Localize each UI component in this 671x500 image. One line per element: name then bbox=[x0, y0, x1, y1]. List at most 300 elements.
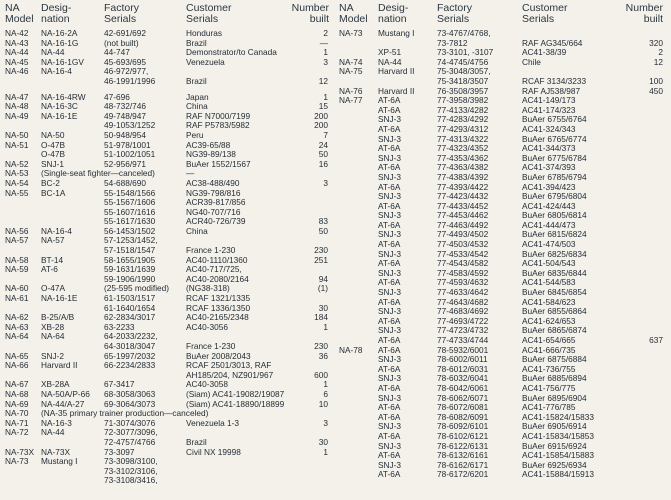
customer-serials-cell: BuAer 2008/2043 bbox=[186, 350, 251, 361]
customer-serials-cell: AC40-717/725, bbox=[186, 264, 242, 275]
table-row bbox=[3, 457, 333, 467]
factory-serials-cell: 77-4683/4692 bbox=[437, 306, 489, 317]
customer-serials-cell: BuAer 6845/6854 bbox=[522, 287, 587, 298]
number-built-cell: 6 bbox=[323, 388, 328, 399]
factory-serials-cell: 77-4733/4744 bbox=[437, 335, 489, 345]
designation-cell: SNJ-3 bbox=[378, 210, 402, 221]
left-table bbox=[3, 3, 333, 486]
customer-serials-cell: Brazil bbox=[186, 37, 207, 48]
designation-cell: BC-1A bbox=[41, 187, 66, 198]
customer-serials-cell: Demonstrator/to Canada bbox=[186, 47, 277, 58]
designation-cell: AT-6A bbox=[378, 200, 401, 211]
designation-cell: AT-6A bbox=[378, 239, 401, 250]
model-cell: NA-70 bbox=[5, 408, 29, 419]
factory-serials-cell: 78-6122/6131 bbox=[437, 440, 489, 451]
factory-serials-cell: 77-3958/3982 bbox=[437, 95, 489, 106]
customer-serials-cell: Venezuela 1-3 bbox=[186, 417, 240, 428]
customer-serials-cell: BuAer 1552/1567 bbox=[186, 158, 251, 169]
customer-serials-cell: BuAer 6765/6774 bbox=[522, 133, 587, 144]
model-cell: NA-76 bbox=[339, 85, 363, 96]
model-cell: NA-49 bbox=[5, 110, 29, 121]
customer-serials-cell: RAF AJ538/987 bbox=[522, 85, 581, 96]
factory-serials-cell: 56-1453/1502 bbox=[104, 225, 156, 236]
number-built-cell: 2 bbox=[323, 28, 328, 38]
factory-serials-cell: 64-2033/2232, bbox=[104, 331, 158, 342]
customer-serials-cell: AC40-1110/1360 bbox=[186, 254, 248, 265]
customer-serials-cell: AC41-15884/15913 bbox=[522, 469, 594, 480]
customer-serials-cell: AC39-65/88 bbox=[186, 139, 231, 150]
factory-serials-cell: 73-3098/3100, bbox=[104, 456, 158, 467]
model-cell: NA-47 bbox=[5, 91, 29, 102]
model-cell: NA-48 bbox=[5, 101, 29, 112]
factory-serials-cell: 44-747 bbox=[104, 47, 130, 58]
customer-serials-cell: BuAer 6805/6814 bbox=[522, 210, 587, 221]
factory-serials-cell: 78-5932/6001 bbox=[437, 344, 489, 355]
factory-serials-cell: 46-1991/1996 bbox=[104, 75, 156, 86]
customer-serials-cell: — bbox=[186, 168, 195, 179]
model-cell: NA-50 bbox=[5, 129, 29, 140]
factory-serials-cell: 77-4633/4642 bbox=[437, 287, 489, 298]
factory-serials-cell: 77-4583/4592 bbox=[437, 267, 489, 278]
designation-cell: SNJ-3 bbox=[378, 114, 402, 125]
customer-serials-cell: AC41-776/785 bbox=[522, 402, 576, 413]
designation-cell: XB-28 bbox=[41, 321, 65, 332]
designation-cell: NA-44/A-27 bbox=[41, 398, 85, 409]
customer-serials-cell: NG39-798/816 bbox=[186, 187, 241, 198]
customer-serials-cell: (Siam) AC41-18890/18899 bbox=[186, 398, 285, 409]
customer-serials-cell: BuAer 6895/6904 bbox=[522, 392, 587, 403]
model-cell: NA-72 bbox=[5, 427, 29, 438]
factory-serials-cell: 78-6072/6081 bbox=[437, 402, 489, 413]
designation-cell: XP-51 bbox=[378, 47, 402, 58]
model-cell: NA-60 bbox=[5, 283, 29, 294]
customer-serials-cell: BuAer 6775/6784 bbox=[522, 152, 587, 163]
number-built-cell: 12 bbox=[318, 75, 328, 86]
number-built-cell: 30 bbox=[318, 436, 328, 447]
designation-cell: AT-6A bbox=[378, 296, 401, 307]
designation-cell: AT-6A bbox=[378, 143, 401, 154]
factory-serials-cell: 77-4693/4722 bbox=[437, 315, 489, 326]
table-row bbox=[3, 112, 333, 122]
factory-serials-cell: 78-6012/6031 bbox=[437, 363, 489, 374]
factory-serials-cell: 77-4593/4632 bbox=[437, 277, 489, 288]
model-cell: NA-53 bbox=[5, 168, 29, 179]
factory-serials-cell: 42-691/692 bbox=[104, 28, 146, 38]
table-row bbox=[339, 29, 669, 39]
designation-cell: AT-6A bbox=[378, 402, 401, 413]
customer-serials-cell: AC41-584/623 bbox=[522, 296, 576, 307]
factory-serials-cell: 78-6092/6101 bbox=[437, 421, 489, 432]
factory-serials-cell: 78-6102/6121 bbox=[437, 430, 489, 441]
customer-serials-cell: BuAer 6795/6804 bbox=[522, 191, 587, 202]
designation-cell: AT-6A bbox=[378, 315, 401, 326]
table-row bbox=[3, 361, 333, 371]
designation-cell: SNJ-3 bbox=[378, 459, 402, 470]
model-cell: NA-66 bbox=[5, 360, 29, 371]
model-cell: NA-67 bbox=[5, 379, 29, 390]
customer-serials-cell: BuAer 6875/6884 bbox=[522, 354, 587, 365]
factory-serials-cell: 78-6082/6091 bbox=[437, 411, 489, 422]
designation-cell: AT-6A bbox=[378, 363, 401, 374]
factory-serials-cell: 77-4453/4462 bbox=[437, 210, 489, 221]
designation-cell: NA-16-3C bbox=[41, 101, 78, 112]
designation-cell: NA-64 bbox=[41, 331, 65, 342]
factory-serials-cell: 49-1053/1252 bbox=[104, 120, 156, 131]
number-built-cell: 83 bbox=[318, 216, 328, 227]
designation-cell: SNJ-3 bbox=[378, 306, 402, 317]
model-cell: NA-57 bbox=[5, 235, 29, 246]
table-row bbox=[3, 208, 333, 218]
customer-serials-cell: BuAer 6885/6894 bbox=[522, 373, 587, 384]
customer-serials-cell: AC41-394/423 bbox=[522, 181, 576, 192]
designation-cell: NA-16-3 bbox=[41, 417, 72, 428]
header-factory-serials: Factory Serials bbox=[437, 2, 473, 25]
factory-serials-cell: 54-688/690 bbox=[104, 177, 146, 188]
model-cell: NA-42 bbox=[5, 28, 29, 38]
factory-serials-cell: 58-1655/1905 bbox=[104, 254, 156, 265]
customer-serials-cell: Venezuela bbox=[186, 56, 225, 67]
factory-serials-cell: (not built) bbox=[104, 37, 139, 48]
number-built-cell: 251 bbox=[314, 254, 328, 265]
model-cell: NA-55 bbox=[5, 187, 29, 198]
designation-cell: SNJ-3 bbox=[378, 373, 402, 384]
factory-serials-cell: 77-4643/4682 bbox=[437, 296, 489, 307]
customer-serials-cell: AC41-15824/15833 bbox=[522, 411, 594, 422]
designation-cell: Mustang I bbox=[41, 456, 78, 467]
factory-serials-cell: 77-4463/4492 bbox=[437, 219, 489, 230]
factory-serials-cell: 77-4493/4502 bbox=[437, 229, 489, 240]
table-row bbox=[3, 265, 333, 275]
factory-serials-cell: 78-6162/6171 bbox=[437, 459, 489, 470]
designation-cell: AT-6A bbox=[378, 95, 401, 106]
factory-serials-cell: 72-3077/3096, bbox=[104, 427, 158, 438]
table-row bbox=[339, 67, 669, 77]
customer-serials-cell: AC41-15854/15883 bbox=[522, 450, 594, 461]
designation-cell: AT-6A bbox=[378, 344, 401, 355]
factory-serials-cell: 77-4723/4732 bbox=[437, 325, 489, 336]
designation-cell: NA-44 bbox=[378, 56, 402, 67]
customer-serials-cell: (NG38-318) bbox=[186, 283, 230, 294]
factory-serials-cell: 52-956/971 bbox=[104, 158, 146, 169]
factory-serials-cell: 73-4767/4768, bbox=[437, 28, 491, 38]
customer-serials-cell: BuAer 6835/6844 bbox=[522, 267, 587, 278]
customer-serials-cell: AC41-544/583 bbox=[522, 277, 576, 288]
designation-cell: NA-16-1G bbox=[41, 37, 79, 48]
model-cell: NA-73X bbox=[5, 446, 35, 457]
model-cell: NA-78 bbox=[339, 344, 363, 355]
customer-serials-cell: AC41-344/373 bbox=[522, 143, 576, 154]
designation-cell: (Single-seat fighter—canceled) bbox=[41, 168, 155, 179]
designation-cell: NA-16-4RW bbox=[41, 91, 86, 102]
model-cell: NA-44 bbox=[5, 47, 29, 58]
model-cell: NA-63 bbox=[5, 321, 29, 332]
factory-serials-cell: 77-4503/4532 bbox=[437, 239, 489, 250]
customer-serials-cell: RAF N7000/7199 bbox=[186, 110, 251, 121]
designation-cell: NA-50A/P-66 bbox=[41, 388, 90, 399]
factory-serials-cell: 66-2234/2833 bbox=[104, 360, 156, 371]
factory-serials-cell: 55-1567/1606 bbox=[104, 197, 156, 208]
number-built-cell: 15 bbox=[318, 101, 328, 112]
number-built-cell: 600 bbox=[314, 369, 328, 380]
number-built-cell: 16 bbox=[318, 158, 328, 169]
customer-serials-cell: BuAer 6785/6794 bbox=[522, 171, 587, 182]
model-cell: NA-43 bbox=[5, 37, 29, 48]
customer-serials-cell: Civil NX 19998 bbox=[186, 446, 241, 457]
header-designation: Desig- nation bbox=[41, 2, 72, 25]
model-cell: NA-54 bbox=[5, 177, 29, 188]
customer-serials-cell: AC41-38/39 bbox=[522, 47, 567, 58]
model-cell: NA-69 bbox=[5, 398, 29, 409]
table-row bbox=[3, 77, 333, 87]
factory-serials-cell: 77-4323/4352 bbox=[437, 143, 489, 154]
number-built-cell: — bbox=[319, 37, 328, 48]
designation-cell: AT-6A bbox=[378, 430, 401, 441]
designation-cell: AT-6A bbox=[378, 411, 401, 422]
model-cell: NA-65 bbox=[5, 350, 29, 361]
factory-serials-cell: 77-4433/4452 bbox=[437, 200, 489, 211]
header-factory-serials: Factory Serials bbox=[104, 2, 140, 25]
customer-serials-cell: BuAer 6825/6834 bbox=[522, 248, 587, 259]
number-built-cell: 7 bbox=[323, 129, 328, 140]
factory-serials-cell: 78-6132/6161 bbox=[437, 450, 489, 461]
designation-cell: AT-6 bbox=[41, 264, 58, 275]
factory-serials-cell: 49-748/947 bbox=[104, 110, 146, 121]
factory-serials-cell: 61-1503/1517 bbox=[104, 293, 156, 304]
factory-serials-cell: 73-3102/3106, bbox=[104, 465, 158, 476]
model-cell: NA-64 bbox=[5, 331, 29, 342]
number-built-cell: 36 bbox=[318, 350, 328, 361]
customer-serials-cell: AC41-654/665 bbox=[522, 335, 576, 345]
number-built-cell: 3 bbox=[323, 417, 328, 428]
factory-serials-cell: 74-4745/4756 bbox=[437, 56, 489, 67]
customer-serials-cell: BuAer 6855/6864 bbox=[522, 306, 587, 317]
table-row bbox=[3, 332, 333, 342]
factory-serials-cell: 78-6172/6201 bbox=[437, 469, 489, 480]
designation-cell: NA-16-4 bbox=[41, 66, 72, 77]
designation-cell: NA-44 bbox=[41, 427, 65, 438]
table-row bbox=[3, 467, 333, 477]
customer-serials-cell: RCAF 1321/1335 bbox=[186, 293, 251, 304]
header-designation: Desig- nation bbox=[378, 2, 409, 25]
designation-cell: SNJ-1 bbox=[41, 158, 65, 169]
customer-serials-cell: BuAer 6915/6924 bbox=[522, 440, 587, 451]
designation-cell: AT-6A bbox=[378, 181, 401, 192]
customer-serials-cell: BuAer 6925/6934 bbox=[522, 459, 587, 470]
factory-serials-cell: 51-1002/1051 bbox=[104, 149, 156, 160]
table-row bbox=[3, 189, 333, 199]
designation-cell: SNJ-3 bbox=[378, 267, 402, 278]
factory-serials-cell: 62-2834/3017 bbox=[104, 312, 156, 323]
customer-serials-cell: AC41-424/443 bbox=[522, 200, 576, 211]
factory-serials-cell: 51-978/1001 bbox=[104, 139, 151, 150]
model-cell: NA-59 bbox=[5, 264, 29, 275]
customer-serials-cell: China bbox=[186, 225, 208, 236]
header-model: NA Model bbox=[339, 2, 368, 25]
right-table bbox=[339, 3, 669, 480]
number-built-cell: 50 bbox=[318, 225, 328, 236]
factory-serials-cell: 77-4393/4422 bbox=[437, 181, 489, 192]
designation-cell: NA-16-4 bbox=[41, 225, 72, 236]
factory-serials-cell: 76-3508/3957 bbox=[437, 85, 489, 96]
customer-serials-cell: AC40-3058 bbox=[186, 379, 228, 390]
customer-serials-cell: AH185/204, NZ901/967 bbox=[186, 369, 274, 380]
number-built-cell: 450 bbox=[649, 85, 663, 96]
number-built-cell: 200 bbox=[314, 120, 328, 131]
factory-serials-cell: 63-2233 bbox=[104, 321, 135, 332]
factory-serials-cell: 77-4353/4362 bbox=[437, 152, 489, 163]
header-model: NA Model bbox=[5, 2, 34, 25]
designation-cell: NA-16-1E bbox=[41, 110, 78, 121]
factory-serials-cell: 77-4423/4432 bbox=[437, 191, 489, 202]
header-number-built: Number built bbox=[625, 2, 663, 25]
customer-serials-cell: AC41-15834/15853 bbox=[522, 430, 594, 441]
customer-serials-cell: AC41-444/473 bbox=[522, 219, 576, 230]
designation-cell: NA-57 bbox=[41, 235, 65, 246]
designation-cell: (NA-35 primary trainer production—canceled) bbox=[41, 408, 209, 419]
table-row bbox=[3, 476, 333, 486]
number-built-cell: 24 bbox=[318, 139, 328, 150]
factory-serials-cell: 69-3064/3073 bbox=[104, 398, 156, 409]
model-cell: NA-56 bbox=[5, 225, 29, 236]
model-cell: NA-74 bbox=[339, 56, 363, 67]
customer-serials-cell: BuAer 6815/6824 bbox=[522, 229, 587, 240]
customer-serials-cell: AC41-149/173 bbox=[522, 95, 576, 106]
customer-serials-cell: RAF AG345/664 bbox=[522, 37, 583, 48]
designation-cell: AT-6A bbox=[378, 382, 401, 393]
number-built-cell: 230 bbox=[314, 245, 328, 256]
model-cell: NA-52 bbox=[5, 158, 29, 169]
customer-serials-cell: BuAer 6865/6874 bbox=[522, 325, 587, 336]
number-built-cell: 1 bbox=[323, 379, 328, 390]
number-built-cell: 12 bbox=[653, 56, 663, 67]
factory-serials-cell: 57-1253/1452, bbox=[104, 235, 158, 246]
designation-cell: Harvard II bbox=[378, 66, 415, 77]
designation-cell: SNJ-3 bbox=[378, 421, 402, 432]
customer-serials-cell: AC41-474/503 bbox=[522, 239, 576, 250]
customer-serials-cell: AC40-2080/2164 bbox=[186, 273, 249, 284]
factory-serials-cell: 77-4313/4322 bbox=[437, 133, 489, 144]
designation-cell: AT-6A bbox=[378, 258, 401, 269]
model-cell: NA-68 bbox=[5, 388, 29, 399]
model-cell: NA-58 bbox=[5, 254, 29, 265]
designation-cell: Harvard II bbox=[378, 85, 415, 96]
factory-serials-cell: 73-3101, -3107 bbox=[437, 47, 494, 58]
model-cell: NA-77 bbox=[339, 95, 363, 106]
number-built-cell: 200 bbox=[314, 110, 328, 121]
number-built-cell: (1) bbox=[317, 283, 328, 294]
model-cell: NA-71 bbox=[5, 417, 29, 428]
number-built-cell: 637 bbox=[649, 335, 663, 345]
factory-serials-cell: 68-3058/3063 bbox=[104, 388, 156, 399]
designation-cell: NA-16-2A bbox=[41, 28, 78, 38]
customer-serials-cell: Brazil bbox=[186, 75, 207, 86]
customer-serials-cell: China bbox=[186, 101, 208, 112]
factory-serials-cell: 47-696 bbox=[104, 91, 130, 102]
factory-serials-cell: 55-1607/1616 bbox=[104, 206, 156, 217]
customer-serials-cell: ACR39-817/856 bbox=[186, 197, 246, 208]
factory-serials-cell: 48-732/746 bbox=[104, 101, 146, 112]
customer-serials-cell: Honduras bbox=[186, 28, 222, 38]
factory-serials-cell: 75-3048/3057, bbox=[437, 66, 491, 77]
factory-serials-cell: 57-1518/1547 bbox=[104, 245, 156, 256]
header-customer-serials: Customer Serials bbox=[522, 2, 568, 25]
table-row bbox=[339, 470, 669, 480]
factory-serials-cell: 78-6032/6041 bbox=[437, 373, 489, 384]
number-built-cell: 3 bbox=[323, 56, 328, 67]
factory-serials-cell: 55-1617/1630 bbox=[104, 216, 156, 227]
designation-cell: NA-44 bbox=[41, 47, 65, 58]
designation-cell: SNJ-3 bbox=[378, 248, 402, 259]
number-built-cell: 230 bbox=[314, 341, 328, 351]
factory-serials-cell: (25-595 modified) bbox=[104, 283, 170, 294]
customer-serials-cell: NG40-707/716 bbox=[186, 206, 241, 217]
number-built-cell: 1 bbox=[323, 446, 328, 457]
designation-cell: AT-6A bbox=[378, 469, 401, 480]
factory-serials-cell: 73-7812 bbox=[437, 37, 468, 48]
factory-serials-cell: 77-4283/4292 bbox=[437, 114, 489, 125]
table-row bbox=[3, 294, 333, 304]
factory-serials-cell: 77-4533/4542 bbox=[437, 248, 489, 259]
factory-serials-cell: 75-3418/3507 bbox=[437, 75, 489, 86]
left-table-header bbox=[3, 3, 333, 29]
customer-serials-cell: France 1-230 bbox=[186, 341, 236, 351]
designation-cell: Mustang I bbox=[378, 28, 415, 38]
number-built-cell: 100 bbox=[649, 75, 663, 86]
designation-cell: O-47B bbox=[41, 149, 65, 160]
factory-serials-cell: 78-6002/6011 bbox=[437, 354, 488, 365]
model-cell: NA-75 bbox=[339, 66, 363, 77]
designation-cell: AT-6A bbox=[378, 277, 401, 288]
model-cell: NA-46 bbox=[5, 66, 29, 77]
designation-cell: SNJ-3 bbox=[378, 229, 402, 240]
number-built-cell: 1 bbox=[323, 321, 328, 332]
factory-serials-cell: 77-4133/4282 bbox=[437, 104, 489, 115]
designation-cell: NA-16-1E bbox=[41, 293, 78, 304]
designation-cell: SNJ-3 bbox=[378, 354, 402, 365]
number-built-cell: 1 bbox=[323, 47, 328, 58]
designation-cell: SNJ-3 bbox=[378, 133, 402, 144]
customer-serials-cell: RCAF 1336/1350 bbox=[186, 302, 251, 313]
number-built-cell: 50 bbox=[318, 149, 328, 160]
designation-cell: AT-6A bbox=[378, 104, 401, 115]
factory-serials-cell: 72-4757/4766 bbox=[104, 436, 156, 447]
number-built-cell: 10 bbox=[318, 398, 328, 409]
factory-serials-cell: 73-3108/3416, bbox=[104, 475, 158, 486]
customer-serials-cell: AC41-324/343 bbox=[522, 123, 576, 134]
customer-serials-cell: AC41-756/775 bbox=[522, 382, 576, 393]
customer-serials-cell: Japan bbox=[186, 91, 209, 102]
factory-serials-cell: 78-6062/6071 bbox=[437, 392, 489, 403]
designation-cell: SNJ-3 bbox=[378, 191, 402, 202]
designation-cell: NA-50 bbox=[41, 129, 65, 140]
designation-cell: Harvard II bbox=[41, 360, 78, 371]
customer-serials-cell: AC40-2165/2348 bbox=[186, 312, 249, 323]
customer-serials-cell: AC38-488/490 bbox=[186, 177, 240, 188]
customer-serials-cell: RAF P5783/5982 bbox=[186, 120, 250, 131]
customer-serials-cell: AC41-666/735 bbox=[522, 344, 576, 355]
designation-cell: XB-28A bbox=[41, 379, 70, 390]
designation-cell: AT-6A bbox=[378, 450, 401, 461]
customer-serials-cell: France 1-230 bbox=[186, 245, 236, 256]
designation-cell: B-25/A/B bbox=[41, 312, 75, 323]
customer-serials-cell: AC41-624/653 bbox=[522, 315, 576, 326]
left-table-body bbox=[3, 29, 333, 486]
customer-serials-cell: AC40-3056 bbox=[186, 321, 228, 332]
customer-serials-cell: ACR40-726/739 bbox=[186, 216, 246, 227]
number-built-cell: 3 bbox=[323, 177, 328, 188]
customer-serials-cell: (Siam) AC41-19082/19087 bbox=[186, 388, 285, 399]
table-row bbox=[3, 198, 333, 208]
